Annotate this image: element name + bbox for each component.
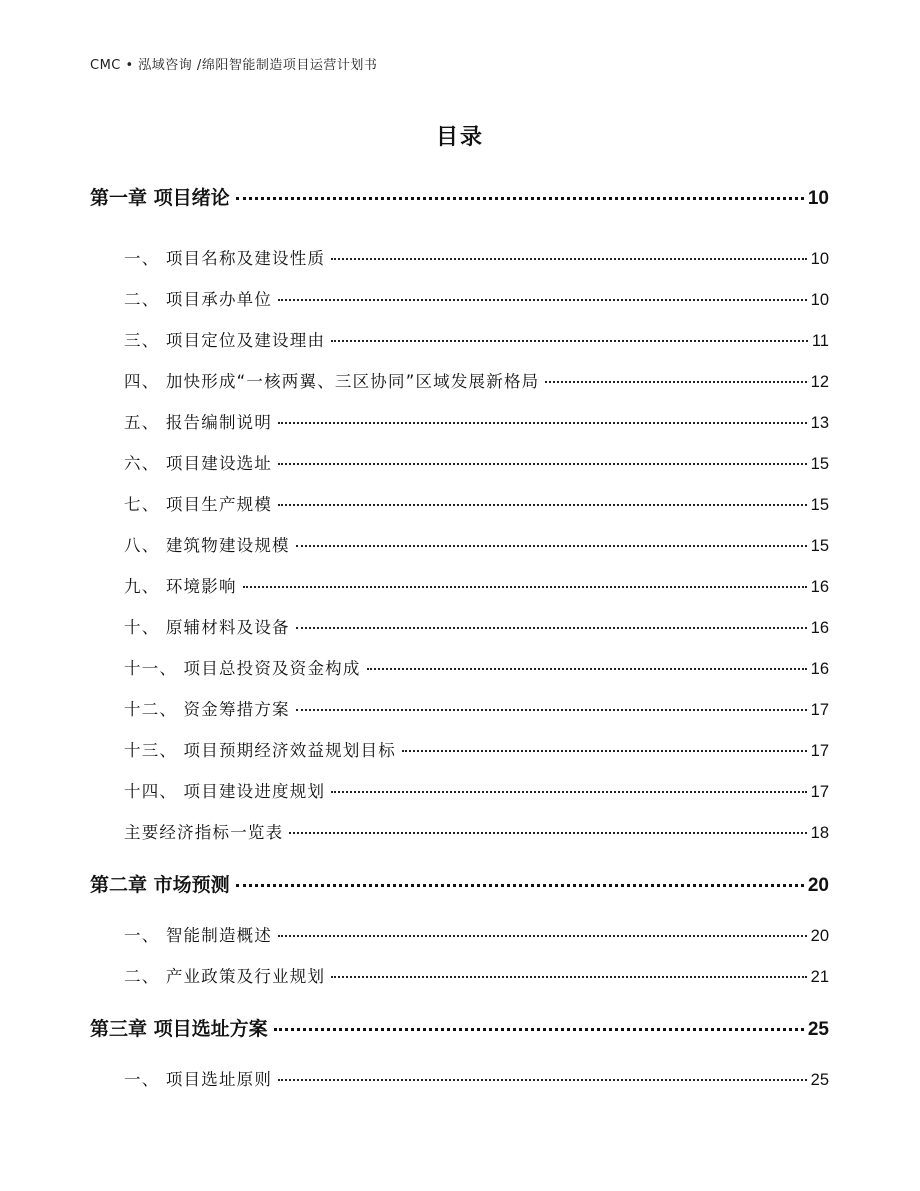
toc-page-number: 20 xyxy=(810,927,829,945)
toc-page-number: 16 xyxy=(810,619,829,637)
toc-entry-label: 七、 项目生产规模 xyxy=(124,495,273,514)
dot-leader xyxy=(296,709,807,711)
toc-entry-label: 四、 加快形成“一核两翼、三区协同”区域发展新格局 xyxy=(124,372,540,391)
toc-entry-label: 第三章 项目选址方案 xyxy=(90,1018,268,1040)
toc-page-number: 15 xyxy=(810,496,829,514)
toc-section-entry[interactable] xyxy=(90,368,829,392)
dot-leader xyxy=(278,299,807,301)
toc-section-entry[interactable] xyxy=(90,327,829,351)
toc-entry-label: 一、 项目名称及建设性质 xyxy=(124,249,326,268)
dot-leader xyxy=(278,504,807,506)
toc-entry-label: 八、 建筑物建设规模 xyxy=(124,536,290,555)
toc-page-number: 12 xyxy=(810,373,829,391)
dot-leader xyxy=(278,422,807,424)
toc-entry-label: 第一章 项目绪论 xyxy=(90,187,230,209)
toc-page-number: 17 xyxy=(810,783,829,801)
toc-page-number: 25 xyxy=(807,1019,829,1040)
toc-page-number: 13 xyxy=(810,414,829,432)
toc-section-entry[interactable] xyxy=(90,450,829,474)
toc-section-entry[interactable] xyxy=(90,737,829,761)
toc-entry-label: 第二章 市场预测 xyxy=(90,874,230,896)
dot-leader xyxy=(243,586,807,588)
toc-section-entry[interactable] xyxy=(90,963,829,987)
toc-page-number: 15 xyxy=(810,455,829,473)
dot-leader xyxy=(331,340,808,342)
dot-leader xyxy=(278,1079,807,1081)
toc-entry-label: 十三、 项目预期经济效益规划目标 xyxy=(124,741,396,760)
toc-section-entry[interactable] xyxy=(90,614,829,638)
toc-section-entry[interactable] xyxy=(90,409,829,433)
toc-section-entry[interactable] xyxy=(90,778,829,802)
dot-leader xyxy=(278,935,807,937)
toc-page-number: 17 xyxy=(810,742,829,760)
toc-page-number: 15 xyxy=(810,537,829,555)
toc-entry-label: 六、 项目建设选址 xyxy=(124,454,273,473)
dot-leader xyxy=(289,832,806,834)
toc-entry-label: 二、 项目承办单位 xyxy=(124,290,273,309)
dot-leader xyxy=(296,627,807,629)
toc-entry-label: 主要经济指标一览表 xyxy=(124,823,284,842)
toc-section-entry[interactable] xyxy=(90,573,829,597)
toc-entry-label: 九、 环境影响 xyxy=(124,577,237,596)
toc-section-entry[interactable] xyxy=(90,245,829,269)
dot-leader xyxy=(402,750,807,752)
toc-section-entry[interactable] xyxy=(90,532,829,556)
toc-page-number: 10 xyxy=(810,250,829,268)
dot-leader xyxy=(236,197,804,200)
toc-chapter-entry[interactable] xyxy=(90,870,829,897)
toc-section-entry[interactable] xyxy=(90,491,829,515)
toc-page-number: 11 xyxy=(811,332,829,350)
toc-page-number: 20 xyxy=(807,875,829,896)
toc-section-entry[interactable] xyxy=(90,819,829,843)
toc-section-entry[interactable] xyxy=(90,1066,829,1090)
toc-chapter-entry[interactable] xyxy=(90,183,829,210)
dot-leader xyxy=(367,668,807,670)
toc-section-entry[interactable] xyxy=(90,696,829,720)
toc-entry-label: 三、 项目定位及建设理由 xyxy=(124,331,326,350)
toc-page-number: 17 xyxy=(810,701,829,719)
toc-entry-label: 十、 原辅材料及设备 xyxy=(124,618,290,637)
toc-entry-label: 二、 产业政策及行业规划 xyxy=(124,967,326,986)
toc-entry-label: 五、 报告编制说明 xyxy=(124,413,273,432)
dot-leader xyxy=(331,976,806,978)
toc-page-number: 10 xyxy=(807,188,829,209)
toc-section-entry[interactable] xyxy=(90,922,829,946)
toc-entry-label: 十四、 项目建设进度规划 xyxy=(124,782,326,801)
dot-leader xyxy=(236,884,804,887)
dot-leader xyxy=(331,258,806,260)
toc-section-entry[interactable] xyxy=(90,286,829,310)
toc-page-number: 21 xyxy=(810,968,829,986)
toc-entry-label: 十一、 项目总投资及资金构成 xyxy=(124,659,361,678)
dot-leader xyxy=(296,545,807,547)
dot-leader xyxy=(331,791,806,793)
toc-entry-label: 一、 智能制造概述 xyxy=(124,926,273,945)
dot-leader xyxy=(545,381,806,383)
toc-section-entry[interactable] xyxy=(90,655,829,679)
dot-leader xyxy=(274,1028,804,1031)
toc-page-number: 16 xyxy=(810,660,829,678)
toc-entry-label: 一、 项目选址原则 xyxy=(124,1070,273,1089)
toc-title: 目录 xyxy=(435,125,484,150)
toc-chapter-entry[interactable] xyxy=(90,1014,829,1041)
toc-page-number: 16 xyxy=(810,578,829,596)
toc-page-number: 10 xyxy=(810,291,829,309)
toc-page-number: 18 xyxy=(810,824,829,842)
toc-entry-label: 十二、 资金筹措方案 xyxy=(124,700,290,719)
dot-leader xyxy=(278,463,807,465)
running-header: CMC • 泓域咨询 /绵阳智能制造项目运营计划书 xyxy=(90,58,378,73)
toc-page-number: 25 xyxy=(810,1071,829,1089)
